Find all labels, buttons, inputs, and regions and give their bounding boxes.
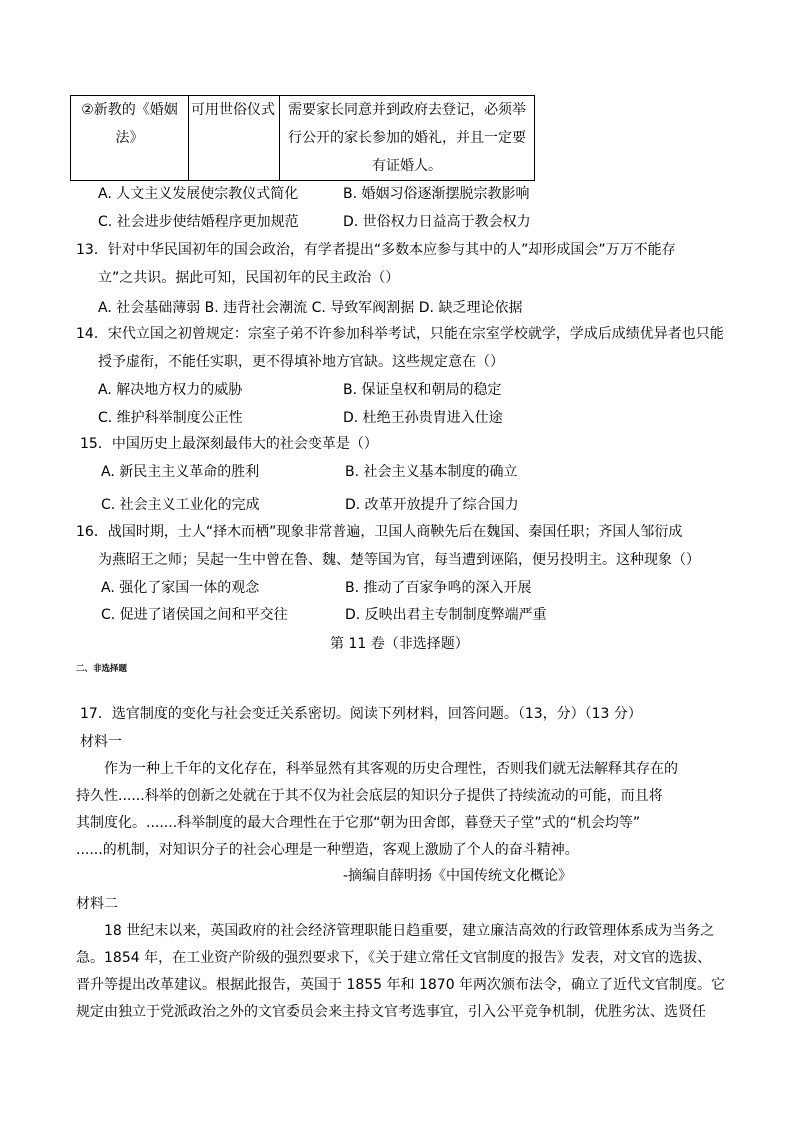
q14-stem-line1: 14．宋代立国之初曾规定：宗室子弟不许参加科举考试，只能在宗室学校就学，学成后成绩优异者也只能 (76, 326, 724, 342)
q14-stem-line2: 授予虚衔，不能任实职，更不得填补地方官缺。这些规定意在（） (98, 354, 504, 370)
material-two-line4: 规定由独立于党派政治之外的文官委员会来主持文官考选事宜，引入公平竞争机制，优胜劣汰、选贤任 (76, 1004, 706, 1020)
table-cell-ceremony: 可用世俗仪式 (189, 96, 280, 181)
material-one-line3: 其制度化。.......科举制度的最大合理性在于它那“朝为田舍郎，暮登天子堂”式的“机会均等” (76, 815, 641, 831)
material-one-line4: ......的机制，对知识分子的社会心理是一种塑造，客观上激励了个人的奋斗精神。 (76, 842, 579, 858)
section-heading: 二、非选择题 (76, 664, 128, 674)
material-one-line2: 持久性......科举的创新之处就在于其不仅为社会底层的知识分子提供了持续流动的可能，而且将 (76, 788, 663, 804)
q13-options: A. 社会基础薄弱 B. 违背社会潮流 C. 导致军阀割据 D. 缺乏理论依据 (98, 300, 523, 316)
marriage-law-table (70, 95, 535, 181)
q15-option-d: D. 改革开放提升了综合国力 (345, 497, 519, 513)
q16-option-b: B. 推动了百家争鸣的深入开展 (345, 580, 532, 596)
material-two-label: 材料二 (76, 896, 118, 912)
table-cell-requirement: 需要家长同意并到政府去登记，必须举行公开的家长参加的婚礼，并且一定要有证婚人。 (280, 96, 535, 181)
material-one-label: 材料一 (80, 734, 122, 750)
q16-option-d: D. 反映出君主专制制度弊端严重 (345, 607, 547, 623)
q14-option-b: B. 保证皇权和朝局的稳定 (343, 382, 502, 398)
q16-stem-line2: 为燕昭王之师；吴起一生中曾在鲁、魏、楚等国为官，每当遭到诬陷，便另投明主。这种现象（） (98, 552, 700, 568)
q16-option-a: A. 强化了家国一体的观念 (101, 580, 260, 596)
q15-option-b: B. 社会主义基本制度的确立 (345, 464, 518, 480)
q12-option-b: B. 婚姻习俗逐渐摆脱宗教影响 (343, 186, 530, 202)
q12-option-a: A. 人文主义发展使宗教仪式简化 (98, 186, 299, 202)
table-cell-law: ②新教的《婚姻法》 (71, 96, 189, 181)
q15-option-a: A. 新民主主义革命的胜利 (101, 464, 260, 480)
q15-option-c: C. 社会主义工业化的完成 (101, 497, 260, 513)
material-one-source: -摘编自薛明扬《中国传统文化概论》 (343, 868, 573, 884)
q13-stem-line2: 立”之共识。据此可知，民国初年的民主政治（） (98, 270, 400, 286)
material-two-line1: 18 世纪末以来，英国政府的社会经济管理职能日趋重要，建立廉洁高效的行政管理体系成为当务之 (104, 923, 715, 939)
q15-stem: 15．中国历史上最深刻最伟大的社会变革是（） (80, 436, 378, 452)
q14-option-d: D. 杜绝王孙贵胄进入仕途 (343, 410, 503, 426)
material-one-line1: 作为一种上千年的文化存在，科举显然有其客观的历史合理性，否则我们就无法解释其存在的 (104, 761, 678, 777)
q12-option-c: C. 社会进步使结婚程序更加规范 (98, 214, 299, 230)
table-row (71, 96, 535, 181)
volume-title: 第 11 卷（非选择题） (330, 636, 469, 652)
q14-option-c: C. 维护科举制度公正性 (98, 410, 243, 426)
q14-option-a: A. 解决地方权力的威胁 (98, 382, 243, 398)
q13-stem-line1: 13．针对中华民国初年的国会政治，有学者提出“多数本应参与其中的人”却形成国会”万万不能存 (76, 242, 676, 258)
q16-option-c: C. 促进了诸侯国之间和平交往 (101, 607, 288, 623)
q12-option-d: D. 世俗权力日益高于教会权力 (343, 214, 531, 230)
q16-stem-line1: 16．战国时期，士人“择木而栖”现象非常普遍，卫国人商鞅先后在魏国、秦国任职；齐国人邹衍成 (76, 524, 683, 540)
q17-stem: 17．选官制度的变化与社会变迁关系密切。阅读下列材料，回答问题。（13，分）（13 分） (80, 706, 642, 722)
material-two-line3: 晋升等提出改革建议。根据此报告，英国于 1855 年和 1870 年两次颁布法令，确立了近代文官制度。它 (76, 977, 726, 993)
material-two-line2: 急。1854 年，在工业资产阶级的强烈要求下，《关于建立常任文官制度的报告》发表，对文官的选拔、 (76, 950, 712, 966)
